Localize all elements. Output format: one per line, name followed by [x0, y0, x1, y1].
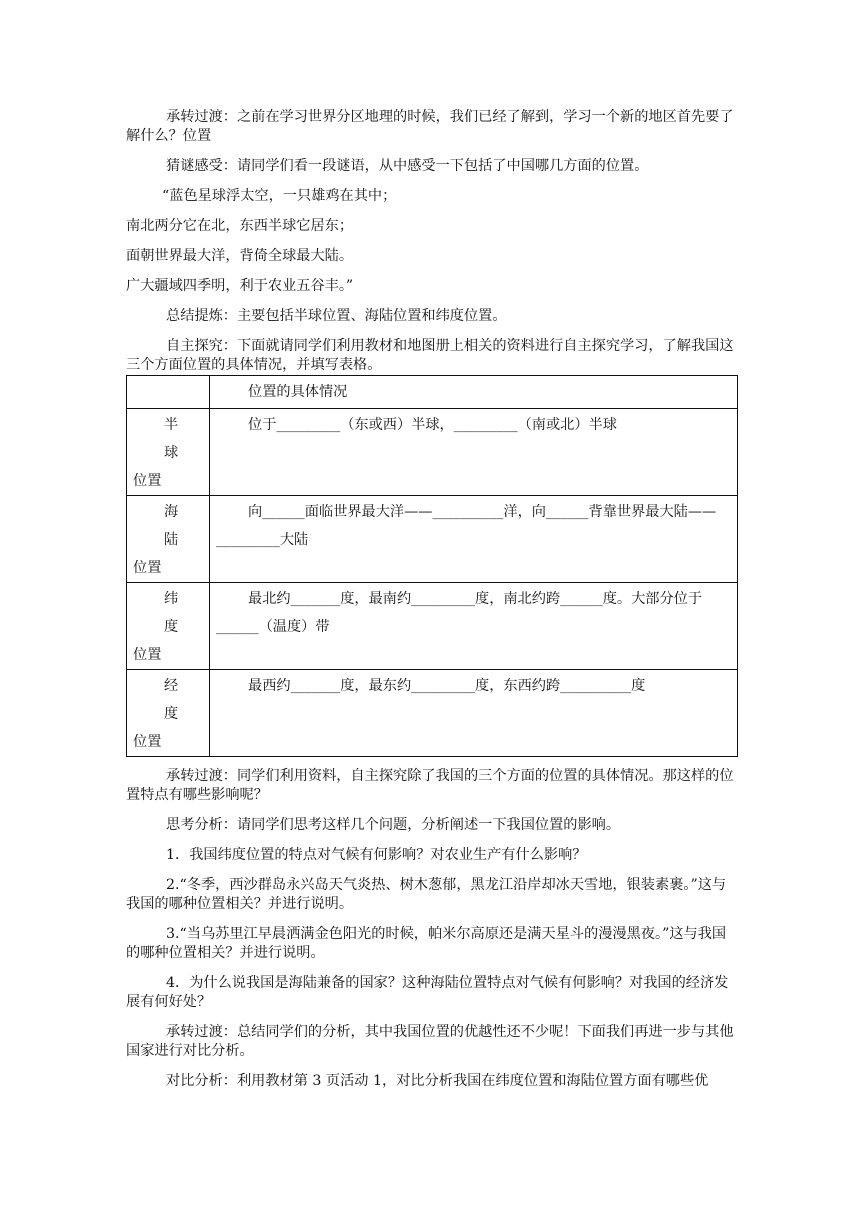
row-label — [127, 409, 210, 496]
table-row — [127, 670, 738, 757]
row-label-b: 位置 — [133, 560, 162, 576]
location-table — [126, 375, 738, 757]
table-header-label: 位置的具体情况 — [248, 384, 348, 400]
row-label-b: 位置 — [133, 734, 162, 750]
row-label-a: 经度 — [164, 678, 188, 722]
row-label — [127, 583, 210, 670]
question-3: 3.“当乌苏里江早晨洒满金色阳光的时候，帕米尔高原还是满天星斗的漫漫黑夜。”这与我国的哪种位置相关？并进行说明。 — [126, 926, 727, 961]
row-label-b: 位置 — [133, 473, 162, 489]
paragraph-summary: 总结提炼：主要包括半球位置、海陆位置和纬度位置。 — [166, 308, 507, 324]
question-1: 1．我国纬度位置的特点对气候有何影响？对农业生产有什么影响？ — [166, 847, 587, 863]
paragraph-riddle-intro: 猜谜感受：请同学们看一段谜语，从中感受一下包括了中国哪几方面的位置。 — [166, 158, 649, 174]
row-content-text: 位于_________（东或西）半球，_________（南或北）半球 — [248, 417, 617, 433]
table-header-empty — [127, 376, 210, 409]
table-row — [127, 409, 738, 496]
paragraph-transition-2: 承转过渡：同学们利用资料，自主探究除了我国的三个方面的位置的具体情况。那这样的位置特点有哪些影响呢？ — [126, 768, 734, 803]
table-row — [127, 583, 738, 670]
row-label-a: 海陆 — [164, 504, 188, 548]
row-content — [210, 670, 738, 757]
paragraph-compare: 对比分析：利用教材第 3 页活动 1，对比分析我国在纬度位置和海陆位置方面有哪些优 — [166, 1073, 709, 1089]
table-header-row — [127, 376, 738, 409]
row-content — [210, 496, 738, 583]
poem-line-4: 广大疆域四季明，利于农业五谷丰。” — [126, 278, 354, 294]
paragraph-self-study: 自主探究：下面就请同学们利用教材和地图册上相关的资料进行自主探究学习，了解我国这三个方面位置的具体情况，并填写表格。 — [126, 338, 734, 373]
document-page — [126, 108, 738, 1102]
paragraph-transition-1: 承转过渡：之前在学习世界分区地理的时候，我们已经了解到，学习一个新的地区首先要了解什么？位置 — [126, 109, 734, 144]
poem-line-1: “蓝色星球浮太空，一只雄鸡在其中； — [162, 188, 397, 204]
poem-line-2: 南北两分它在北，东西半球它居东； — [126, 218, 354, 234]
row-label-b: 位置 — [133, 647, 162, 663]
paragraph-transition-3: 承转过渡：总结同学们的分析，其中我国位置的优越性还不少呢！下面我们再进一步与其他国家进行对比分析。 — [126, 1024, 734, 1059]
row-content-text: 向______面临世界最大洋——__________洋，向______背靠世界最大陆——_________大陆 — [216, 504, 717, 548]
row-content-text: 最北约_______度，最南约_________度，南北约跨______度。大部分位于______（温度）带 — [216, 591, 703, 635]
row-label-a: 半球 — [164, 417, 188, 461]
table-header-cell — [210, 376, 738, 409]
row-content-text: 最西约_______度，最东约_________度，东西约跨__________度 — [248, 678, 646, 694]
paragraph-think: 思考分析：请同学们思考这样几个问题，分析阐述一下我国位置的影响。 — [166, 817, 621, 833]
row-label-a: 纬度 — [164, 591, 188, 635]
row-label — [127, 670, 210, 757]
row-content — [210, 409, 738, 496]
question-2: 2.“冬季，西沙群岛永兴岛天气炎热、树木葱郁，黑龙江沿岸却冰天雪地，银装素裹。”这与我国的哪种位置相关？并进行说明。 — [126, 877, 727, 912]
row-content — [210, 583, 738, 670]
row-label — [127, 496, 210, 583]
poem-line-3: 面朝世界最大洋，背倚全球最大陆。 — [126, 248, 354, 264]
question-4: 4．为什么说我国是海陆兼备的国家？这种海陆位置特点对气候有何影响？对我国的经济发展有何好处？ — [126, 975, 729, 1010]
table-row — [127, 496, 738, 583]
